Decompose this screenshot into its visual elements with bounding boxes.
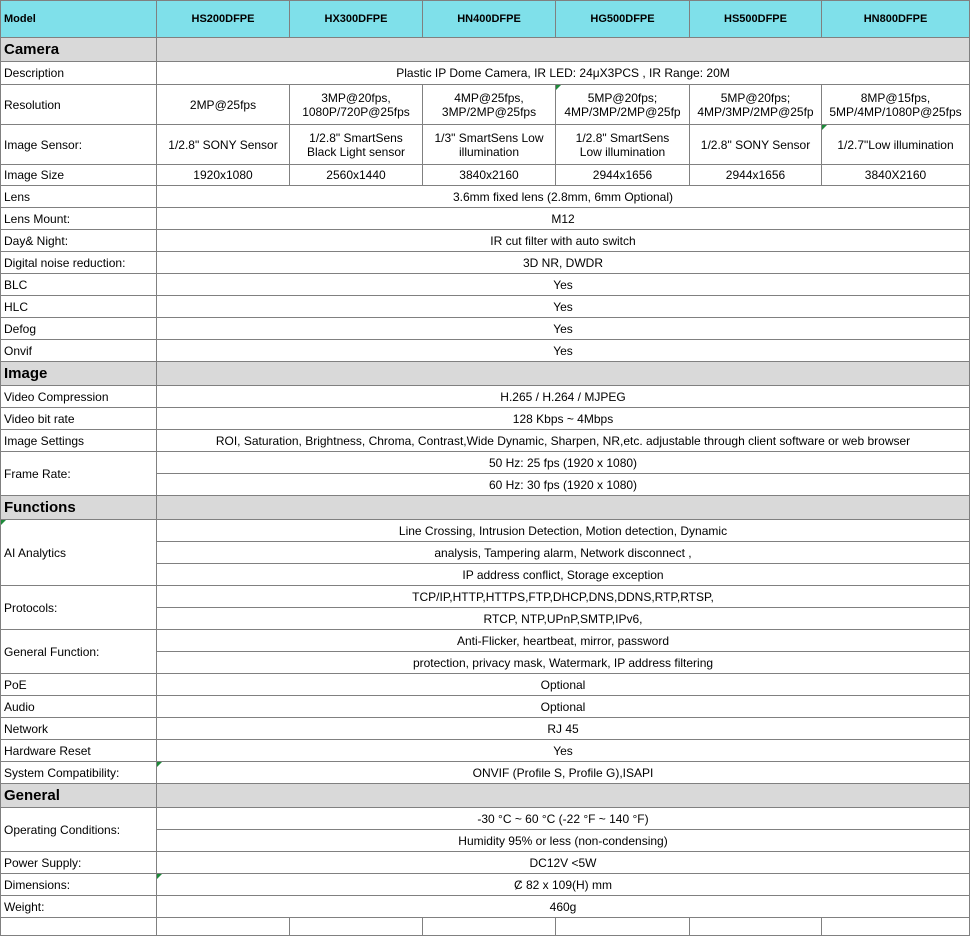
spec-row [1, 852, 970, 874]
model-name: HS200DFPE [157, 1, 290, 38]
spec-row [1, 674, 970, 696]
empty-cell [157, 918, 290, 936]
spec-row [1, 430, 970, 452]
section-row [1, 362, 970, 386]
spec-value: 2560x1440 [290, 165, 423, 186]
spec-row [1, 718, 970, 740]
spec-value: 1/2.7"Low illumination [822, 125, 970, 165]
spec-label: Video bit rate [1, 408, 157, 430]
spec-label: Audio [1, 696, 157, 718]
spec-value: RTCP, NTP,UPnP,SMTP,IPv6, [157, 608, 970, 630]
spec-row [1, 874, 970, 896]
spec-label: BLC [1, 274, 157, 296]
spec-row [1, 630, 970, 652]
spec-value: H.265 / H.264 / MJPEG [157, 386, 970, 408]
section-title: General [1, 784, 157, 808]
spec-value: Humidity 95% or less (non-condensing) [157, 830, 970, 852]
spec-value: 3MP@20fps, 1080P/720P@25fps [290, 85, 423, 125]
spec-value: Anti-Flicker, heartbeat, mirror, password [157, 630, 970, 652]
spec-label: Video Compression [1, 386, 157, 408]
spec-label: Image Sensor: [1, 125, 157, 165]
spec-row [1, 340, 970, 362]
spec-row [1, 740, 970, 762]
empty-cell [423, 918, 556, 936]
spec-label: Lens Mount: [1, 208, 157, 230]
spec-value: 1/3" SmartSens Low illumination [423, 125, 556, 165]
spec-value: Yes [157, 740, 970, 762]
section-row [1, 784, 970, 808]
spec-label: Network [1, 718, 157, 740]
spec-label: Defog [1, 318, 157, 340]
spec-row [1, 208, 970, 230]
empty-cell [822, 918, 970, 936]
spec-label: Onvif [1, 340, 157, 362]
spec-value: 4MP@25fps, 3MP/2MP@25fps [423, 85, 556, 125]
section-title: Image [1, 362, 157, 386]
spec-value: 8MP@15fps, 5MP/4MP/1080P@25fps [822, 85, 970, 125]
spec-value: Yes [157, 274, 970, 296]
spec-row [1, 896, 970, 918]
spec-row [1, 85, 970, 125]
model-name: HG500DFPE [556, 1, 690, 38]
spec-label: Frame Rate: [1, 452, 157, 496]
spec-value: analysis, Tampering alarm, Network disconnect , [157, 542, 970, 564]
spec-label: Hardware Reset [1, 740, 157, 762]
model-name: HX300DFPE [290, 1, 423, 38]
spec-row [1, 252, 970, 274]
spec-value: 2MP@25fps [157, 85, 290, 125]
spec-value: 5MP@20fps; 4MP/3MP/2MP@25fp [690, 85, 822, 125]
section-fill [157, 496, 970, 520]
spec-value: M12 [157, 208, 970, 230]
spec-value: 3840x2160 [423, 165, 556, 186]
spec-value: Optional [157, 674, 970, 696]
spec-row [1, 386, 970, 408]
spec-row [1, 230, 970, 252]
section-fill [157, 362, 970, 386]
spec-row [1, 586, 970, 608]
header-row [1, 1, 970, 38]
spec-value: TCP/IP,HTTP,HTTPS,FTP,DHCP,DNS,DDNS,RTP,RTSP, [157, 586, 970, 608]
spec-row [1, 274, 970, 296]
spec-value: 460g [157, 896, 970, 918]
spec-row [1, 808, 970, 830]
spec-row [1, 318, 970, 340]
spec-row [1, 125, 970, 165]
spec-label: Image Size [1, 165, 157, 186]
spec-value: ONVIF (Profile S, Profile G),ISAPI [157, 762, 970, 784]
spec-label: Operating Conditions: [1, 808, 157, 852]
spec-label: Protocols: [1, 586, 157, 630]
spec-label: General Function: [1, 630, 157, 674]
model-name: HN800DFPE [822, 1, 970, 38]
spec-row [1, 186, 970, 208]
spec-value: -30 °C ~ 60 °C (-22 °F ~ 140 °F) [157, 808, 970, 830]
spec-row [1, 165, 970, 186]
spec-value: 1/2.8" SONY Sensor [157, 125, 290, 165]
spec-label: Day& Night: [1, 230, 157, 252]
spec-value: 3840X2160 [822, 165, 970, 186]
spec-value: 2944x1656 [690, 165, 822, 186]
spec-row [1, 520, 970, 542]
spec-value: ROI, Saturation, Brightness, Chroma, Contrast,Wide Dynamic, Sharpen, NR,etc. adjustable through client software or web browser [157, 430, 970, 452]
spec-label: Resolution [1, 85, 157, 125]
spec-label: Power Supply: [1, 852, 157, 874]
spec-value: 1920x1080 [157, 165, 290, 186]
spec-value: Optional [157, 696, 970, 718]
spec-value: Ȼ 82 x 109(H) mm [157, 874, 970, 896]
section-title: Functions [1, 496, 157, 520]
spec-row [1, 62, 970, 85]
section-fill [157, 784, 970, 808]
spec-value: 60 Hz: 30 fps (1920 x 1080) [157, 474, 970, 496]
spec-row [1, 762, 970, 784]
spec-label: Lens [1, 186, 157, 208]
spec-value: Yes [157, 340, 970, 362]
spec-label: HLC [1, 296, 157, 318]
spec-row [1, 696, 970, 718]
spec-row [1, 296, 970, 318]
model-name: HS500DFPE [690, 1, 822, 38]
spec-value: IR cut filter with auto switch [157, 230, 970, 252]
spec-value: protection, privacy mask, Watermark, IP address filtering [157, 652, 970, 674]
spec-value: 50 Hz: 25 fps (1920 x 1080) [157, 452, 970, 474]
spec-value: 3D NR, DWDR [157, 252, 970, 274]
model-header: Model [1, 1, 157, 38]
spec-label: Weight: [1, 896, 157, 918]
spec-value: 128 Kbps ~ 4Mbps [157, 408, 970, 430]
spec-value: RJ 45 [157, 718, 970, 740]
empty-cell [690, 918, 822, 936]
spec-value: DC12V <5W [157, 852, 970, 874]
spec-label: Description [1, 62, 157, 85]
spec-label: Digital noise reduction: [1, 252, 157, 274]
spec-value: 1/2.8" SmartSens Black Light sensor [290, 125, 423, 165]
spec-label: AI Analytics [1, 520, 157, 586]
spec-value: Plastic IP Dome Camera, IR LED: 24μX3PCS , IR Range: 20M [157, 62, 970, 85]
spec-row [1, 408, 970, 430]
spec-row [1, 452, 970, 474]
spec-value: Line Crossing, Intrusion Detection, Motion detection, Dynamic [157, 520, 970, 542]
spec-value: 1/2.8" SmartSens Low illumination [556, 125, 690, 165]
spec-value: IP address conflict, Storage exception [157, 564, 970, 586]
section-fill [157, 38, 970, 62]
empty-cell [1, 918, 157, 936]
section-row [1, 496, 970, 520]
model-name: HN400DFPE [423, 1, 556, 38]
spec-value: 5MP@20fps; 4MP/3MP/2MP@25fp [556, 85, 690, 125]
spec-value: Yes [157, 318, 970, 340]
section-title: Camera [1, 38, 157, 62]
spec-value: Yes [157, 296, 970, 318]
spec-label: Dimensions: [1, 874, 157, 896]
spec-label: Image Settings [1, 430, 157, 452]
spec-label: PoE [1, 674, 157, 696]
spec-value: 3.6mm fixed lens (2.8mm, 6mm Optional) [157, 186, 970, 208]
empty-cell [290, 918, 423, 936]
empty-cell [556, 918, 690, 936]
empty-row [1, 918, 970, 936]
spec-label: System Compatibility: [1, 762, 157, 784]
section-row [1, 38, 970, 62]
spec-value: 1/2.8" SONY Sensor [690, 125, 822, 165]
spec-value: 2944x1656 [556, 165, 690, 186]
